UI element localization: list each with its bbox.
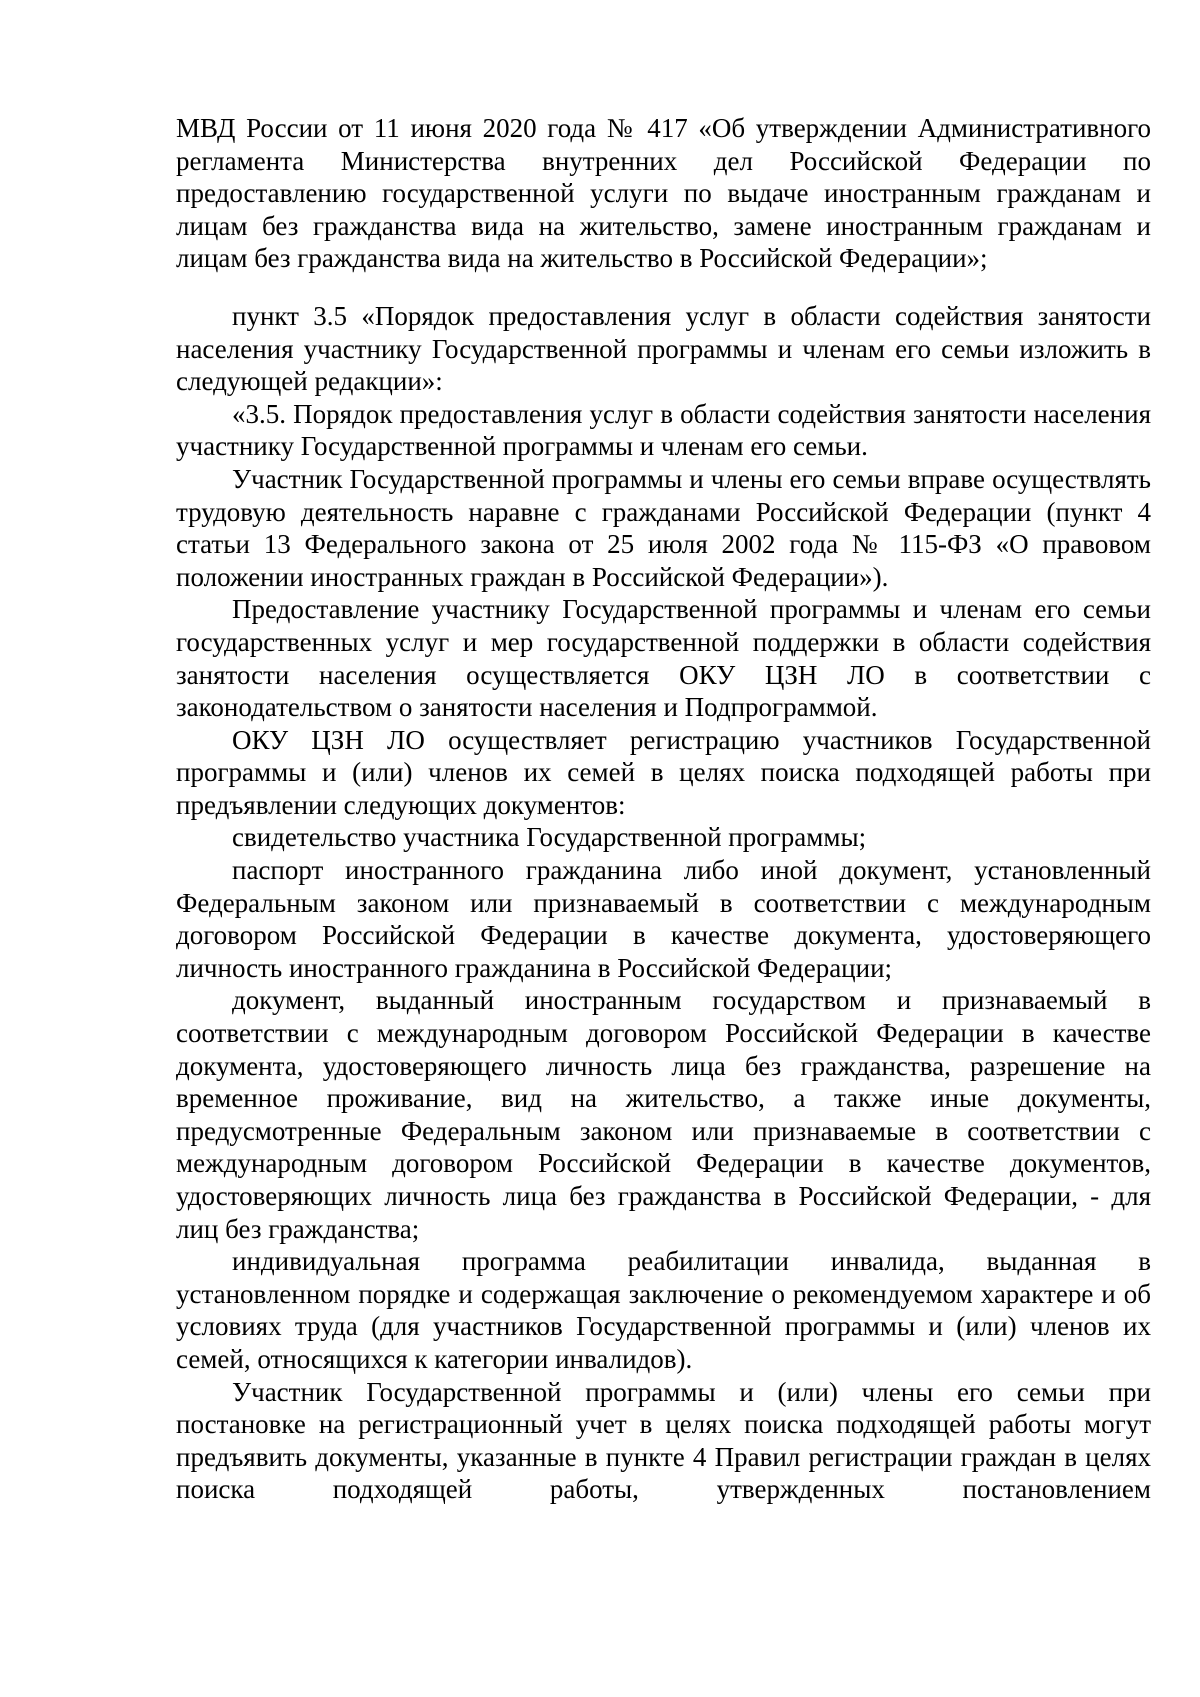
paragraph-section-3-5-title: «3.5. Порядок предоставления услуг в области содействия занятости населения участнику Государственной программы и членам его семьи. [176,398,1151,462]
list-item-passport: паспорт иностранного гражданина либо иной документ, установленный Федеральным законом или признаваемый в соответствии с международным договором Российской Федерации в качестве документа, удостоверяющего личность иностранного гражданина в Российской Федерации; [176,855,1151,983]
list-item-rehabilitation-program: индивидуальная программа реабилитации инвалида, выданная в установленном порядке и содержащая заключение о рекомендуемом характере и об условиях труда (для участников Государственной программы и (или) членов их семей, относящихся к категории инвалидов). [176,1246,1151,1374]
paragraph-labor-rights: Участник Государственной программы и члены его семьи вправе осуществлять трудовую деятельность наравне с гражданами Российской Федерации (пункт 4 статьи 13 Федерального закона от 25 июля 2002 года № 115-ФЗ «О правовом положении иностранных граждан в Российской Федерации»). [176,463,1151,592]
paragraph-mvd-order: МВД России от 11 июня 2020 года № 417 «Об утверждении Административного регламента Министерства внутренних дел Российской Федерации по предоставлению государственной услуги по выдаче иностранным гражданам и лицам без гражданства вида на жительство, замене иностранным гражданам и лицам без гражданства вида на жительство в Российской Федерации»; [176,113,1151,274]
paragraph-item-3-5-amendment: пункт 3.5 «Порядок предоставления услуг в области содействия занятости населения участнику Государственной программы и членам его семьи изложить в следующей редакции»: [176,300,1151,397]
paragraph-registration: ОКУ ЦЗН ЛО осуществляет регистрацию участников Государственной программы и (или) членов их семей в целях поиска подходящей работы при предъявлении следующих документов: [176,724,1151,820]
list-item-stateless-document: документ, выданный иностранным государством и признаваемый в соответствии с международным договором Российской Федерации в качестве документа, удостоверяющего личность лица без гражданства, разрешение на временное проживание, вид на жительство, а также иные документы, предусмотренные Федеральным законом или признаваемые в соответствии с международным договором Российской Федерации в качестве документов, удостоверяющих личность лица без гражданства в Российской Федерации, - для лиц без гражданства; [176,985,1151,1244]
list-item-certificate: свидетельство участника Государственной программы; [232,822,867,853]
paragraph-registration-documents: Участник Государственной программы и (или) члены его семьи при постановке на регистрационный учет в целях поиска подходящей работы могут предъявить документы, указанные в пункте 4 Правил регистрации граждан в целях поиска подходящей работы, утвержденных постановлением [176,1376,1151,1505]
paragraph-state-services: Предоставление участнику Государственной программы и членам его семьи государственных услуг и мер государственной поддержки в области содействия занятости населения осуществляется ОКУ ЦЗН ЛО в соответствии с законодательством о занятости населения и Подпрограммой. [176,594,1151,723]
document-page [176,112,1151,1506]
